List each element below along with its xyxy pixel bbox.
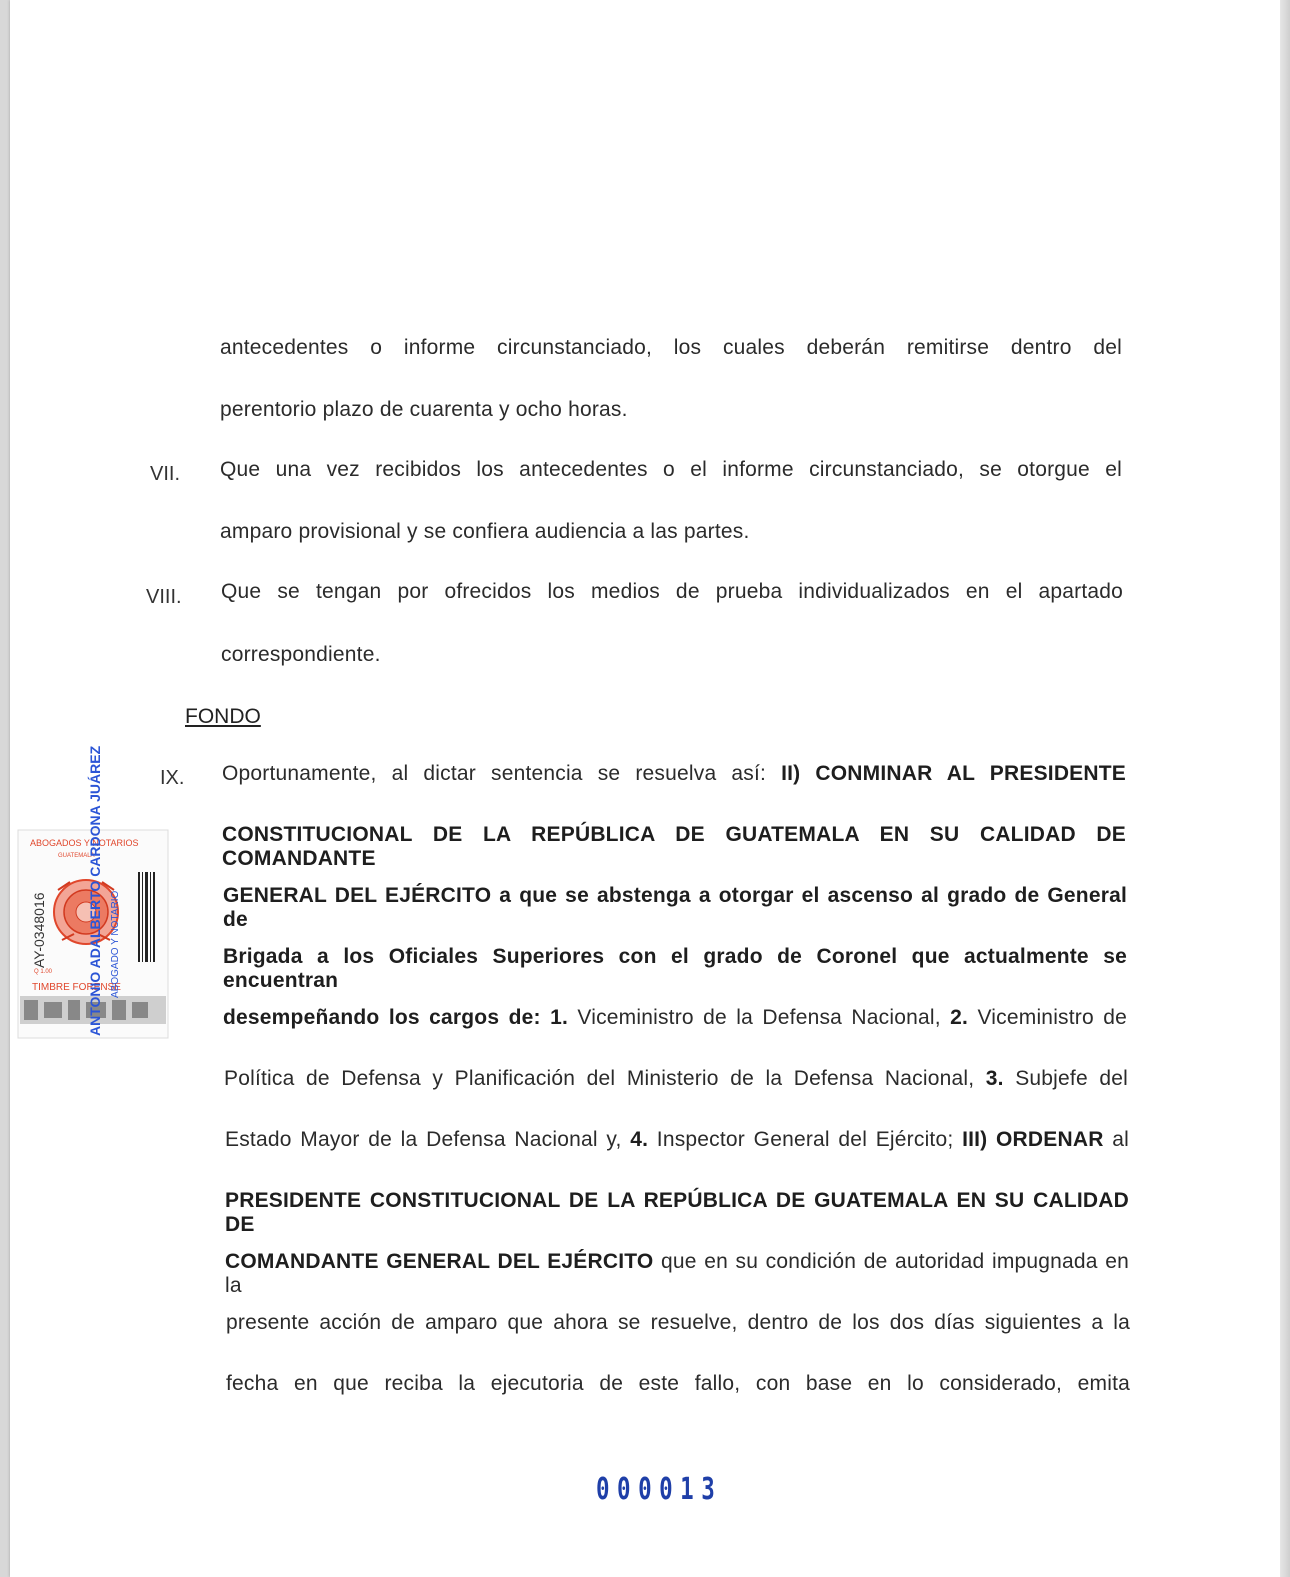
item-ix-line-7: Estado Mayor de la Defensa Nacional y, 4. Inspector General del Ejército; III) ORDENAR al bbox=[225, 1128, 1130, 1151]
item-ix-line-8: PRESIDENTE CONSTITUCIONAL DE LA REPÚBLICA DE GUATEMALA EN SU CALIDAD DE bbox=[225, 1189, 1129, 1236]
item-vii-line-2: amparo provisional y se confiera audiencia a las partes. bbox=[220, 520, 750, 543]
item-viii-line-2: correspondiente. bbox=[221, 643, 381, 666]
coat-of-arms-seal-icon bbox=[54, 880, 118, 944]
item-viii-line-1: Que se tengan por ofrecidos los medios de prueba individualizados en el apartado bbox=[221, 580, 1123, 603]
item-ix-line-5: desempeñando los cargos de: 1. Viceministro de la Defensa Nacional, 2. Viceministro de bbox=[223, 1006, 1128, 1029]
item-ix-numeral: IX. bbox=[160, 767, 185, 789]
continuation-line-1: antecedentes o informe circunstanciado, los cuales deberán remitirse dentro del bbox=[220, 336, 1122, 359]
item-ix-line-4: Brigada a los Oficiales Superiores con el grado de Coronel que actualmente se encuentran bbox=[223, 945, 1127, 992]
timbre-forense-stamp bbox=[18, 745, 168, 1038]
item-ix-line-2: CONSTITUCIONAL DE LA REPÚBLICA DE GUATEMALA EN SU CALIDAD DE COMANDANTE bbox=[222, 823, 1126, 870]
item-ix-line-3: GENERAL DEL EJÉRCITO a que se abstenga a otorgar el ascenso al grado de General de bbox=[223, 884, 1128, 931]
page-number-stamp: 000013 bbox=[596, 1472, 723, 1507]
stamp-serial: AY-0348016 bbox=[31, 892, 47, 968]
item-ix-line-10: presente acción de amparo que ahora se resuelve, dentro de los dos días siguientes a la bbox=[226, 1311, 1130, 1334]
signature-stamp-name: ANTONIO ADALBERTO CARDONA JUÁREZ bbox=[87, 745, 103, 1036]
stamp-top-text: ABOGADOS Y NOTARIOS bbox=[30, 838, 139, 848]
signature-stamp-title: ABOGADO Y NOTARIO bbox=[110, 890, 121, 998]
item-vii-numeral: VII. bbox=[150, 463, 181, 485]
section-heading: FONDO bbox=[185, 705, 261, 728]
stamp-bottom-text: TIMBRE FORENSE bbox=[32, 982, 121, 993]
item-viii-numeral: VIII. bbox=[146, 586, 182, 608]
item-ix-line-1: Oportunamente, al dictar sentencia se resuelva así: II) CONMINAR AL PRESIDENTE bbox=[222, 762, 1126, 785]
item-ix-line-9: COMANDANTE GENERAL DEL EJÉRCITO que en su condición de autoridad impugnada en la bbox=[225, 1250, 1129, 1297]
item-vii-line-1: Que una vez recibidos los antecedentes o el informe circunstanciado, se otorgue el bbox=[220, 458, 1122, 481]
stamp-value: Q 1.00 bbox=[34, 969, 53, 975]
stamp-sub-text: GUATEMALA bbox=[58, 853, 95, 859]
item-ix-line-6: Política de Defensa y Planificación del Ministerio de la Defensa Nacional, 3. Subjefe del bbox=[224, 1067, 1128, 1090]
page-edge bbox=[1280, 0, 1290, 1577]
continuation-line-2: perentorio plazo de cuarenta y ocho horas. bbox=[220, 398, 628, 421]
item-ix-line-11: fecha en que reciba la ejecutoria de este fallo, con base en lo considerado, emita bbox=[226, 1372, 1130, 1395]
